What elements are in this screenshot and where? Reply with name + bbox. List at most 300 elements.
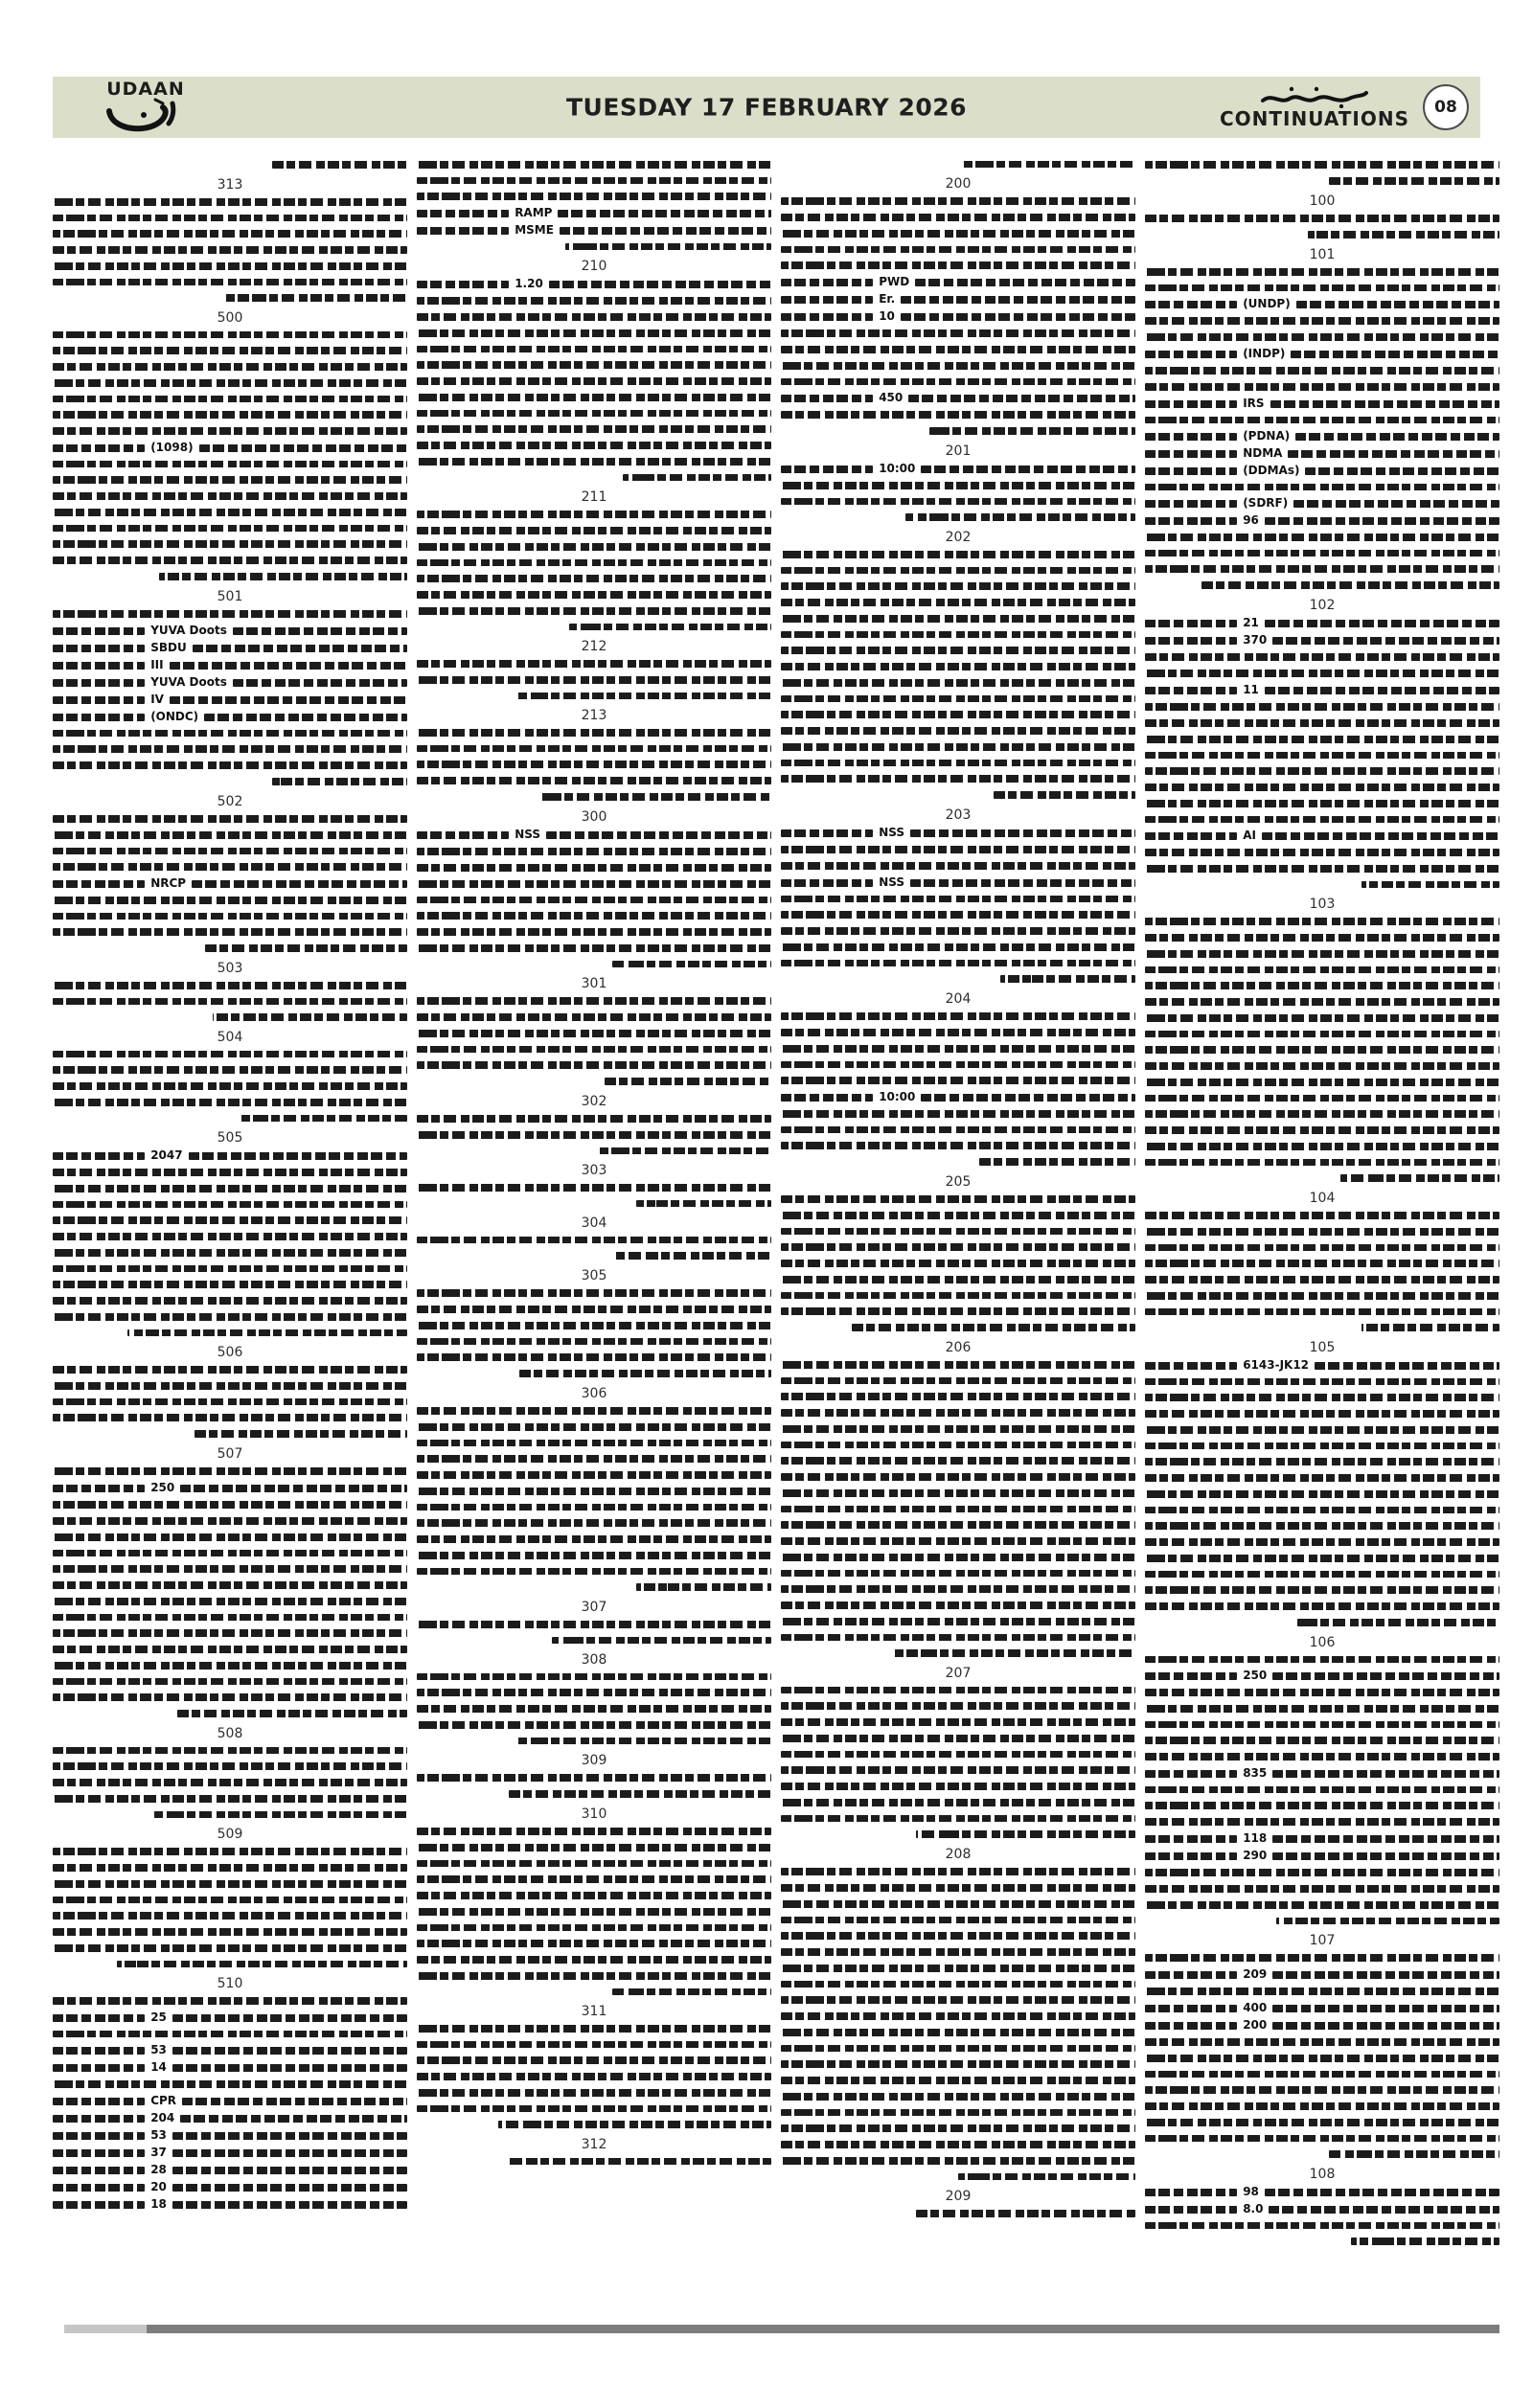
section-number-207: 207 [945,1666,972,1681]
urdu-text-line [417,864,771,872]
urdu-text-line-with-fragment [53,2163,407,2176]
urdu-text-line [417,410,771,417]
urdu-text-line [417,777,771,784]
urdu-text-line [781,1243,1135,1251]
urdu-text-line-with-fragment [53,1148,407,1162]
urdu-text-fill [53,645,145,652]
urdu-text-line [417,912,771,920]
urdu-text-line [53,1550,407,1556]
section-number-203: 203 [945,807,972,823]
urdu-text-line [509,1790,771,1798]
urdu-text-fill [560,227,771,235]
urdu-text-line [417,676,771,684]
urdu-text-fill [901,313,1135,321]
urdu-text-line [1145,1458,1499,1465]
urdu-text-line-with-fragment [1145,429,1499,443]
urdu-text-line-with-fragment [781,275,1135,288]
urdu-text-line-with-fragment [1145,297,1499,310]
urdu-text-line [237,1115,407,1122]
section-number-107: 107 [1309,1933,1336,1948]
latin-fragment: 20 [150,2180,167,2193]
section-number-308: 308 [581,1652,607,1668]
urdu-text-fill [1269,2206,1499,2214]
urdu-text-line [417,2041,771,2048]
urdu-text-line [623,474,771,481]
urdu-text-line [417,880,771,888]
urdu-text-line [272,778,407,785]
urdu-text-line-with-fragment [53,1481,407,1494]
urdu-text-fill [1315,1362,1499,1370]
urdu-text-fill [781,296,873,304]
urdu-text-line [781,197,1135,205]
urdu-text-fill [781,313,873,321]
urdu-text-line [194,1430,407,1438]
urdu-text-line [781,1442,1135,1448]
urdu-text-fill [1145,1835,1237,1843]
urdu-text-line [781,743,1135,751]
urdu-text-fill [53,2132,145,2140]
urdu-text-line [1145,1308,1499,1315]
urdu-text-line-with-fragment [1145,2001,1499,2014]
urdu-text-line [781,411,1135,419]
urdu-text-line [417,591,771,599]
urdu-text-line [598,1147,771,1154]
urdu-text-fill [1295,433,1499,441]
urdu-text-line [417,944,771,952]
urdu-text-line [1145,1443,1499,1449]
urdu-text-line [417,527,771,534]
urdu-text-line-with-fragment [53,710,407,723]
urdu-text-fill [53,1152,145,1160]
section-number-208: 208 [945,1847,972,1862]
section-number-101: 101 [1309,247,1336,262]
urdu-text-line [916,2210,1135,2217]
urdu-text-line [53,1693,407,1701]
urdu-text-line [53,863,407,871]
footer-rule-light-segment [64,2325,147,2333]
latin-fragment: NSS [879,826,904,839]
urdu-text-line [272,161,407,169]
urdu-text-line [1145,1378,1499,1385]
urdu-text-line [417,361,771,369]
urdu-text-line [417,177,771,184]
urdu-text-line [781,2029,1135,2036]
urdu-text-line [605,1078,771,1085]
urdu-text-line [1145,1110,1499,1118]
urdu-text-line-with-fragment [53,695,407,704]
urdu-text-fill [1145,2189,1237,2196]
urdu-text-fill [1291,351,1499,358]
urdu-text-line [417,1407,771,1415]
urdu-text-line [53,461,407,467]
urdu-text-line [1145,703,1499,711]
urdu-text-line [1145,784,1499,791]
urdu-text-line [781,1996,1135,2004]
urdu-text-line [781,1932,1135,1940]
urdu-text-line [781,482,1135,489]
latin-fragment: (INDP) [1243,347,1286,360]
section-number-304: 304 [581,1215,607,1231]
urdu-text-line [1145,998,1499,1006]
urdu-text-line [417,1184,771,1192]
urdu-text-line-with-fragment [781,826,1135,839]
urdu-text-fill [172,2014,407,2022]
urdu-text-line [1340,1174,1500,1182]
urdu-text-line [781,631,1135,638]
urdu-text-line [417,928,771,936]
section-number-209: 209 [945,2189,972,2204]
urdu-text-line-with-fragment [53,2148,407,2157]
urdu-text-line [1145,1721,1499,1728]
latin-fragment: NSS [515,828,540,841]
urdu-text-line [781,775,1135,783]
urdu-text-line [1145,1212,1499,1219]
urdu-text-fill [1296,301,1499,308]
section-number-500: 500 [217,310,243,326]
urdu-text-line [1145,1292,1499,1300]
urdu-text-fill [53,2115,145,2123]
section-number-104: 104 [1309,1191,1336,1206]
urdu-text-line [852,1324,1135,1331]
urdu-text-line [417,458,771,466]
section-number-210: 210 [581,259,607,274]
urdu-text-fill [781,879,873,887]
latin-fragment: IV [150,693,164,706]
urdu-text-line-with-fragment [1145,1967,1499,1981]
urdu-text-fill [233,627,407,635]
urdu-text-line [53,1864,407,1872]
urdu-text-fill [180,2115,407,2123]
urdu-text-line [781,1489,1135,1497]
urdu-text-line [1145,268,1499,276]
urdu-text-fill [53,662,145,670]
latin-fragment: PWD [879,275,910,288]
urdu-text-line [905,513,1136,521]
urdu-text-line-with-fragment [417,206,771,219]
urdu-text-line [417,1338,771,1345]
urdu-text-line [781,760,1135,766]
urdu-text-line [1145,1260,1499,1267]
urdu-text-fill [1145,687,1237,694]
urdu-text-line [53,745,407,753]
urdu-text-line [781,1307,1135,1315]
urdu-text-line [53,411,407,419]
urdu-text-line [53,1201,407,1208]
urdu-text-fill [53,2098,145,2105]
urdu-text-line [417,848,771,855]
latin-fragment: 118 [1243,1831,1268,1845]
urdu-text-line [223,294,407,302]
urdu-text-fill [182,2098,407,2105]
urdu-text-line [53,1581,407,1589]
latin-fragment: 1.20 [515,277,543,290]
latin-fragment: 25 [150,2010,167,2024]
latin-fragment: 10:00 [879,462,916,475]
urdu-text-line [53,1629,407,1637]
latin-fragment: YUVA Doots [150,624,227,637]
urdu-text-line [636,1583,771,1591]
urdu-text-fill [1145,301,1237,308]
urdu-text-line-with-fragment [53,658,407,671]
urdu-text-line-with-fragment [53,2043,407,2056]
urdu-text-fill [1145,2206,1237,2214]
edition-date: TUESDAY 17 FEBRUARY 2026 [565,93,968,122]
urdu-text-line-with-fragment [1145,347,1499,360]
urdu-text-fill [53,696,145,704]
urdu-text-line [516,693,771,699]
latin-fragment: 11 [1243,683,1259,696]
urdu-text-line [417,897,771,903]
urdu-text-fill [1145,2005,1237,2012]
urdu-text-line-with-fragment [1145,1766,1499,1780]
urdu-text-fill [172,2064,407,2072]
urdu-text-line-with-fragment [1145,399,1499,408]
urdu-text-line [781,615,1135,623]
section-title-latin: CONTINUATIONS [1219,107,1409,130]
urdu-text-line [417,377,771,385]
urdu-text-fill [53,2149,145,2157]
urdu-text-line [1145,934,1499,942]
urdu-text-line [417,1721,771,1729]
urdu-text-line [781,1409,1135,1417]
urdu-text-line [53,928,407,936]
urdu-text-line [552,1637,771,1644]
urdu-text-line [781,1799,1135,1806]
urdu-text-line [781,1554,1135,1561]
urdu-text-line [781,695,1135,702]
latin-fragment: 290 [1243,1849,1268,1862]
section-number-306: 306 [581,1386,607,1401]
urdu-text-line [417,1488,771,1495]
section-number-310: 310 [581,1806,607,1822]
urdu-text-line [781,230,1135,238]
latin-fragment: (DDMAs) [1243,464,1300,477]
urdu-text-line [1145,1014,1499,1022]
urdu-text-line [612,961,772,967]
urdu-text-fill [172,2047,407,2055]
section-number-300: 300 [581,809,607,825]
urdu-text-line [1145,966,1499,973]
latin-fragment: IRS [1243,397,1265,410]
section-number-311: 311 [581,2004,607,2019]
latin-fragment: 21 [1243,616,1259,629]
latin-fragment: 209 [1243,1967,1268,1981]
urdu-text-fill [1265,2189,1499,2196]
urdu-text-line [53,427,407,435]
urdu-text-line [1145,849,1499,856]
urdu-text-line-with-fragment [781,391,1135,404]
urdu-text-line [1145,865,1499,873]
urdu-text-line [1145,284,1499,291]
urdu-text-line [781,1618,1135,1625]
urdu-text-line [781,1377,1135,1384]
urdu-text-fill [1145,620,1237,627]
urdu-text-line [1145,484,1499,490]
urdu-text-line [159,573,407,580]
urdu-text-line-with-fragment [417,830,771,839]
urdu-text-line [781,378,1135,385]
urdu-text-line [53,198,407,206]
urdu-text-line [781,1045,1135,1053]
urdu-text-line-with-fragment [1145,616,1499,629]
urdu-text-line [53,1265,407,1272]
urdu-text-line-with-fragment [53,675,407,689]
urdu-text-fill [53,2167,145,2174]
urdu-text-line [417,442,771,449]
urdu-text-line [781,1981,1135,1988]
urdu-text-fill [781,466,873,473]
latin-fragment: (UNDP) [1243,297,1291,310]
urdu-text-line [53,1565,407,1573]
urdu-text-line [417,1455,771,1463]
urdu-text-line [417,1774,771,1782]
urdu-text-fill [549,281,771,288]
urdu-text-line [1145,2135,1499,2142]
latin-fragment: 370 [1243,633,1268,647]
urdu-text-line [53,2080,407,2088]
urdu-text-line [417,559,771,566]
urdu-text-line [417,1289,771,1297]
latin-fragment: 450 [879,391,904,404]
section-number-504: 504 [217,1030,243,1045]
urdu-text-line [781,1029,1135,1036]
urdu-text-line [53,1897,407,1903]
urdu-text-line [53,815,407,823]
section-number-510: 510 [217,1976,243,1991]
urdu-text-line [53,246,407,254]
urdu-text-line [417,1908,771,1916]
urdu-text-line [781,1361,1135,1369]
urdu-text-line [53,848,407,854]
urdu-text-line [1145,1818,1499,1826]
urdu-text-line [53,1944,407,1952]
urdu-text-line [781,1884,1135,1892]
urdu-text-fill [1293,500,1499,508]
urdu-text-line-with-fragment [53,2094,407,2107]
urdu-text-line-with-fragment [53,641,407,654]
urdu-text-line [417,1568,771,1575]
urdu-text-line-with-fragment [781,462,1135,475]
urdu-text-line-with-fragment [781,292,1135,306]
latin-fragment: RAMP [515,206,553,219]
urdu-text-line [781,1195,1135,1203]
latin-fragment: 98 [1243,2185,1259,2198]
column-2 [417,161,771,2310]
urdu-text-fill [1272,637,1499,645]
section-number-108: 108 [1309,2167,1336,2182]
urdu-text-line [781,1917,1135,1923]
latin-fragment: 400 [1243,2001,1268,2014]
urdu-text-fill [1145,637,1237,645]
urdu-text-line-with-fragment [53,2010,407,2024]
urdu-text-line [781,582,1135,590]
latin-fragment: 204 [150,2111,175,2124]
section-number-501: 501 [217,589,243,604]
urdu-text-line [1145,1705,1499,1713]
urdu-text-line [1145,2222,1499,2229]
latin-fragment: 200 [1243,2018,1268,2032]
urdu-text-line [417,1322,771,1329]
urdu-text-line [1145,1426,1499,1434]
urdu-text-line [781,1393,1135,1400]
urdu-text-line [53,347,407,354]
latin-fragment: (ONDC) [150,710,199,723]
urdu-text-line [1145,333,1499,341]
urdu-text-fill [53,880,145,888]
urdu-text-fill [1272,1770,1499,1778]
urdu-text-fill [53,627,145,635]
urdu-text-line-with-fragment [1145,1851,1499,1860]
section-number-103: 103 [1309,897,1336,912]
section-number-301: 301 [581,976,607,991]
column-4 [1145,161,1499,2310]
urdu-text-line [53,1082,407,1090]
urdu-text-line [417,1423,771,1431]
urdu-text-line [781,896,1135,902]
urdu-text-fill [189,1152,407,1160]
urdu-text-fill [781,829,873,837]
urdu-text-line [53,1233,407,1240]
page-number-badge: 08 [1423,84,1469,130]
urdu-text-fill [172,2201,407,2209]
urdu-text-line [417,1115,771,1123]
urdu-text-line [152,1811,407,1818]
urdu-text-fill [53,679,145,687]
urdu-text-line [781,246,1135,253]
urdu-text-line [781,1521,1135,1529]
urdu-text-line [1145,950,1499,958]
urdu-text-line [53,1066,407,1074]
urdu-text-line [417,161,771,169]
urdu-text-line [213,1013,408,1021]
urdu-text-line-with-fragment [53,2128,407,2142]
urdu-text-line [53,279,407,285]
urdu-text-line [1145,1474,1499,1482]
urdu-text-line [781,1718,1135,1726]
urdu-text-line [417,2105,771,2112]
urdu-text-line [53,1662,407,1670]
urdu-text-line-with-fragment [1145,2202,1499,2215]
urdu-text-fill [1305,467,1499,475]
urdu-text-line [417,1972,771,1980]
section-number-213: 213 [581,708,607,723]
latin-fragment: MSME [515,223,554,237]
section-number-212: 212 [581,639,607,654]
section-number-200: 200 [945,176,972,192]
urdu-text-line [781,1212,1135,1219]
urdu-text-line [53,1614,407,1621]
latin-fragment: SBDU [150,641,187,654]
section-number-201: 201 [945,443,972,459]
urdu-text-line [53,913,407,920]
urdu-text-line [53,1297,407,1305]
urdu-text-line [417,2089,771,2097]
urdu-text-fill [1145,433,1237,441]
urdu-text-line [979,1158,1135,1166]
urdu-text-line [1145,534,1499,541]
section-number-313: 313 [217,177,243,193]
urdu-text-fill [1145,517,1237,525]
urdu-text-line [53,1501,407,1509]
urdu-text-line [53,761,407,769]
urdu-text-line [516,1738,771,1744]
urdu-text-line [781,1602,1135,1609]
urdu-text-line [781,1585,1135,1593]
urdu-text-line [781,1537,1135,1545]
urdu-text-fill [172,2132,407,2140]
urdu-text-line [1145,918,1499,925]
urdu-text-line [53,1997,407,2005]
